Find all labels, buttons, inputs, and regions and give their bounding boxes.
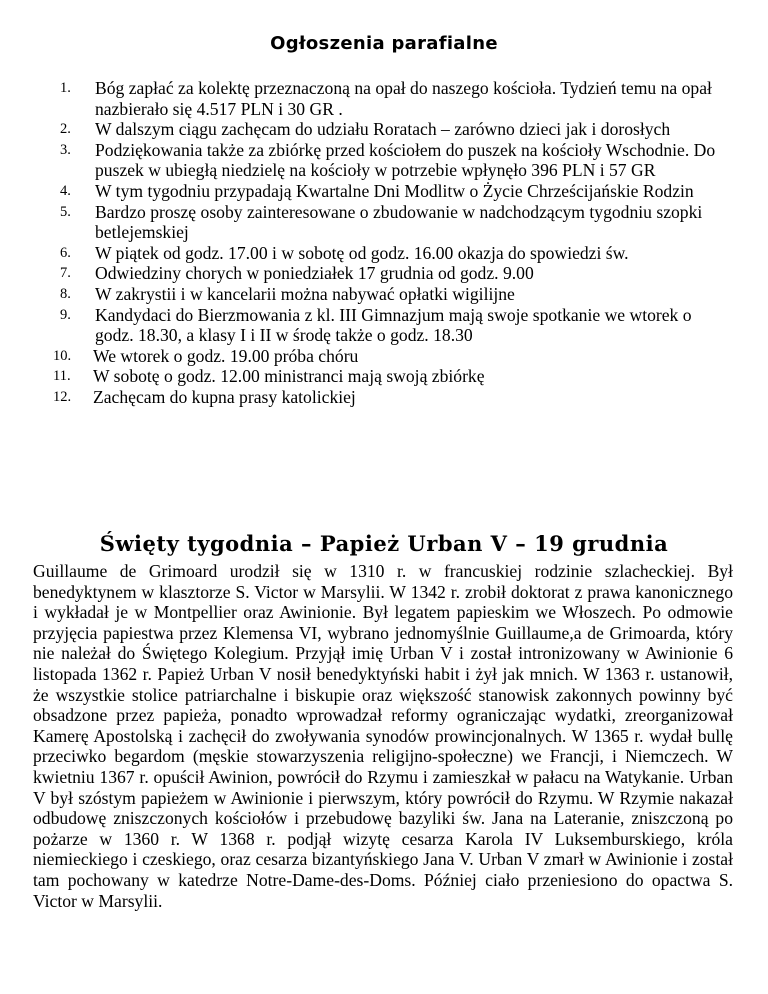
notice-text: Bóg zapłać za kolektę przeznaczoną na opał do naszego kościoła. Tydzień temu na opał nazbierało się 4.517 PLN i 30 GR .: [95, 78, 712, 119]
notice-item: [0, 346, 723, 367]
notice-item: [0, 78, 725, 119]
notice-item: [0, 181, 725, 202]
page-title: Ogłoszenia parafialne: [270, 33, 498, 54]
notice-number: 7.: [60, 265, 71, 282]
notice-number: 11.: [53, 368, 71, 385]
notice-text: W tym tygodniu przypadają Kwartalne Dni Modlitw o Życie Chrześcijańskie Rodzin: [95, 180, 694, 201]
notice-number: 5.: [60, 203, 71, 220]
notice-text: Odwiedziny chorych w poniedziałek 17 grudnia od godz. 9.00: [95, 263, 534, 284]
notice-number: 4.: [60, 182, 71, 199]
notice-text: W zakrystii i w kancelarii można nabywać opłatki wigilijne: [95, 283, 515, 304]
notice-number: 1.: [60, 80, 71, 96]
notice-number: 8.: [60, 285, 71, 302]
notice-text: Kandydaci do Bierzmowania z kl. III Gimnazjum mają swoje spotkanie we wtorek o godz. 18.30, a klasy I i II w środę także o godz. 18.30: [95, 304, 692, 346]
saint-biography: Guillaume de Grimoard urodził się w 1310 r. w francuskiej rodzinie szlacheckiej. Był benedyktynem w klasztorze S. Victor w Marsylii. W 1342 r. zrobił doktorat z prawa kanonicznego i wykładał je w Montpellier oraz Awinionie. Był legatem papieskim we Włoszech. Po odmowie przyjęcia papiestwa przez Klemensa VI, wybrano jednomyślnie Guillaume,a de Grimoarda, który nie należał do Świętego Kolegium. Przyjął imię Urban V i został intronizowany w Awinionie 6 listopada 1362 r. Papież Urban V nosił benedyktyński habit i żył jak mnich. W 1363 r. ustanowił, że wszystkie stolice patriarchalne i biskupie oraz większość stanowisk zakonnych powinny być obsadzone przez papieża, ponadto wprowadzał reformy ograniczając wydatki, zreorganizował Kamerę Apostolską i zachęcił do zwoływania synodów prowincjonalnych. W 1365 r. wydał bullę przeciwko begardom (męskie stowarzyszenia religijno-społeczne) we Francji, i Niemczech. W kwietniu 1367 r. opuścił Awinion, powrócił do Rzymu i zamieszkał w pałacu na Watykanie. Urban V był szóstym papieżem w Awinionie i pierwszym, który powrócił do Rzymu. W Rzymie nakazał odbudowę zniszczonych kościołów i przebudowę bazyliki św. Jana na Lateranie, zniszczoną po pożarze w 1360 r. W 1368 r. podjął wizytę cesarza Karola IV Luksemburskiego, króla niemieckiego i czeskiego, oraz cesarza bizantyńskiego Jana V. Urban V zmarł w Awinionie i został tam pochowany w katedrze Notre-Dame-des-Doms. Później ciało przeniesiono do opactwa S. Victor w Marsylii.: [33, 561, 733, 911]
notice-number: 10.: [53, 347, 72, 364]
notice-number: 12.: [53, 388, 72, 405]
notice-item: [0, 119, 725, 140]
notice-item: [0, 263, 725, 284]
notices-list: [0, 78, 725, 408]
notice-text: W piątek od godz. 17.00 i w sobotę od godz. 16.00 okazja do spowiedzi św.: [95, 242, 629, 263]
notice-number: 2.: [60, 121, 71, 138]
notice-text: W dalszym ciągu zachęcam do udziału Roratach – zarówno dzieci jak i dorosłych: [95, 119, 671, 140]
notice-text: Zachęcam do kupna prasy katolickiej: [93, 386, 356, 407]
notice-number: 9.: [60, 306, 71, 323]
notice-item: [0, 140, 725, 181]
notice-item: [0, 243, 725, 264]
notice-number: 3.: [60, 141, 71, 158]
notice-text: Podziękowania także za zbiórkę przed kościołem do puszek na kościoły Wschodnie. Do puszek w ubiegłą niedzielę na kościoły w potrzebie wpłynęło 396 PLN i 57 GR: [95, 139, 716, 181]
notice-item: [0, 387, 723, 408]
notice-text: We wtorek o godz. 19.00 próba chóru: [93, 345, 359, 366]
notice-item: [0, 305, 725, 346]
notice-text: W sobotę o godz. 12.00 ministranci mają swoją zbiórkę: [93, 366, 485, 387]
notice-item: [0, 284, 725, 305]
notice-text: Bardzo proszę osoby zainteresowane o zbudowanie w nadchodzącym tygodniu szopki betlejemskiej: [95, 201, 703, 243]
notice-item: [0, 202, 725, 243]
saint-of-week-heading: Święty tygodnia – Papież Urban V – 19 grudnia: [99, 531, 669, 556]
notice-number: 6.: [60, 244, 71, 261]
notice-item: [0, 366, 723, 387]
